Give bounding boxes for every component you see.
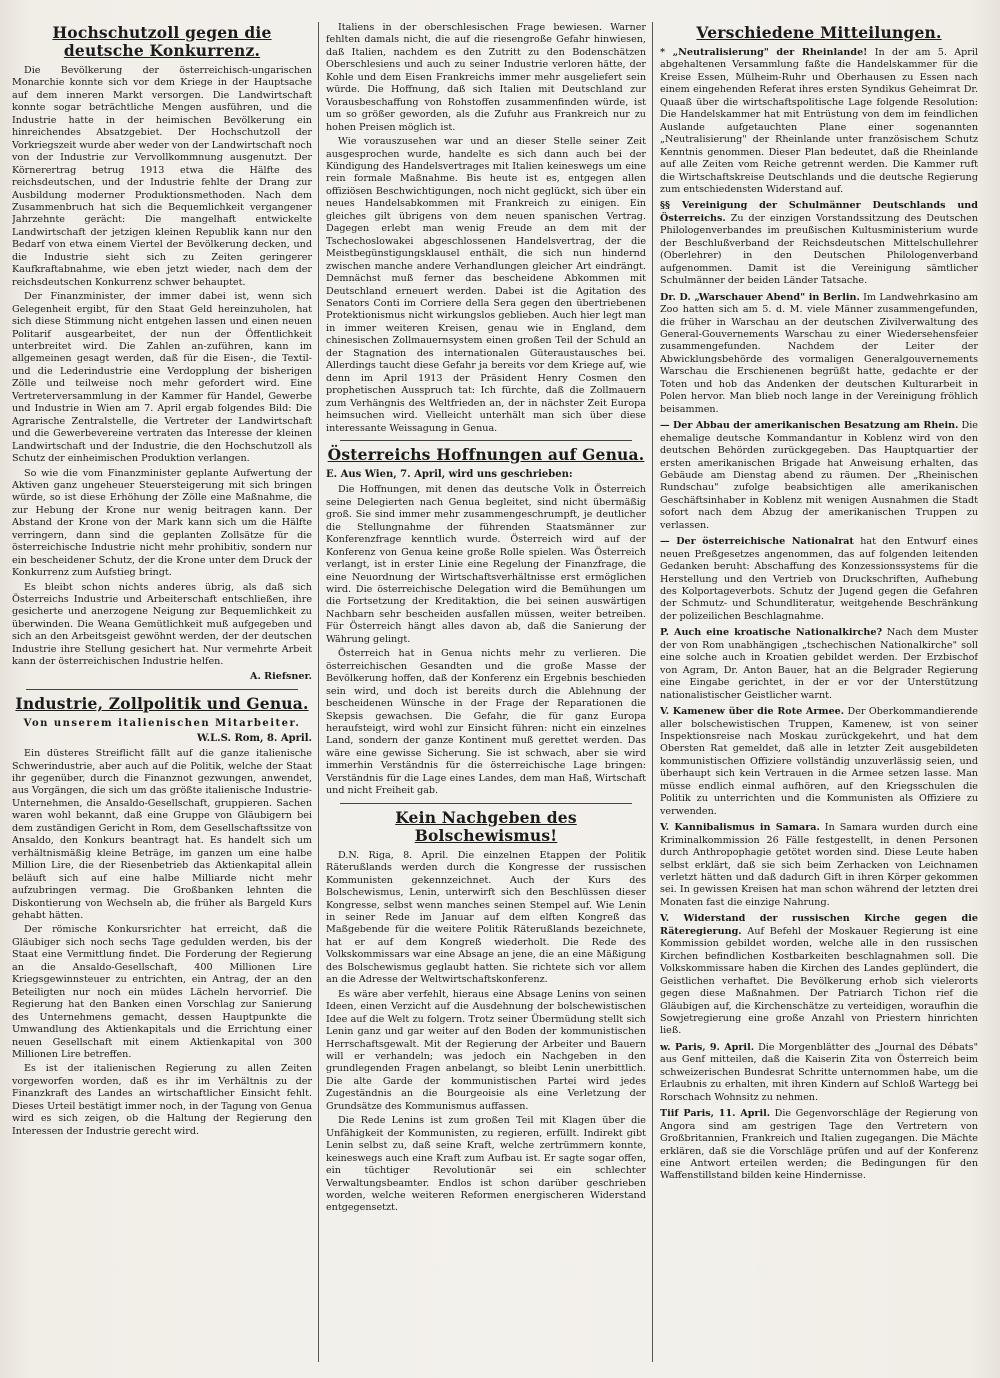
dateline: W.L.S. Rom, 8. April. <box>196 732 312 744</box>
news-item-head: * „Neutralisierung" der Rheinlande! <box>660 47 868 58</box>
article-title: Kein Nachgeben des Bolschewismus! <box>395 807 577 845</box>
news-items-list <box>660 47 978 1183</box>
news-item <box>660 822 978 909</box>
news-item-text: Auf Befehl der Moskauer Regierung ist eine Kommission gebildet worden, welche alle in den russischen Kirchen befindlichen Kostbarkeiten beschlagnahmen soll. Die Volkskommissare haben die Kirchen des Landes geplündert, die Geistlichen verhaftet. Die Bevölkerung erhob sich vielerorts gegen diese Maßnahmen. Der Patriarch Tichon rief die Gläubigen auf, die Kirchenschätze zu verteidigen, woraufhin die Sowjetregierung eine große Anzahl von Priestern hinrichten ließ. <box>660 925 978 1037</box>
news-item <box>660 706 978 818</box>
article-subtitle: Von unserem italienischen Mitarbeiter. <box>23 718 301 730</box>
article-title: Industrie, Zollpolitik und Genua. <box>15 694 309 714</box>
news-item <box>660 913 978 1038</box>
news-item <box>660 536 978 623</box>
news-item-head: — Der Abbau der amerikanischen Besatzung am Rhein. <box>660 420 959 432</box>
article-title: Hochschutzoll gegen die deutsche Konkurrenz. <box>52 23 272 60</box>
article-title: Österreichs Hoffnungen auf Genua. <box>327 444 645 464</box>
news-item-head: V. Widerstand der russischen Kirche gegen die Räteregierung. <box>660 913 978 937</box>
news-item-head: §§ Vereinigung der Schulmänner Deutschlands und Österreichs. <box>660 200 978 224</box>
column-rule <box>652 22 653 1362</box>
paragraph: Wie vorauszusehen war und an dieser Stelle seiner Zeit ausgesprochen wurde, handelte es sich dann auch bei der Kündigung des Handelsvertrages mit Italien keineswegs um eine rein formale Maßnahme. Bis heute ist es, entgegen allen offiziösen Beschwichtigungen, noch nicht geglückt, sich über ein neues Handelsabkommen mit Frankreich zu einigen. Ein gleiches gilt übrigens von dem neuen spanischen Vertrag. Dagegen erlebt man wenig Freude an dem mit der Tschechoslowakei abgeschlossenen Handelsvertrag, der die Meistbegünstigungsklausel enthält, die sich nun hindernd zwischen manche andere Verhandlungen gleicher Art eindrängt. Demnächst muß ferner das bescheidene Abkommen mit Deutschland erneuert werden. Dabei ist die Agitation des Senators Conti im Corriere della Sera gegen den übertriebenen Protektionismus nicht wirkungslos geblieben. Auch hier legt man in immer weiteren Kreisen, genau wie in England, dem chinesischen Zollmauernsystem einen großen Teil der Schuld an der Stagnation des internationalen Güteraustausches bei. Allerdings taucht diese Gefahr ja bereits vor dem Kriege auf, wie denn im April 1913 der Präsident Henry Cosmen den prophetischen Ausspruch tat: Ich fürchte, daß die Zollmauern zum Verhängnis des Weltfrieden an, der in nächster Zeit Europa heimsuchen wird. Vielleicht unterhält man sich über diese interessante Weissagung in Genua. <box>326 136 646 434</box>
news-item-head: Dr. D. „Warschauer Abend" in Berlin. <box>660 291 860 303</box>
news-item <box>660 1108 978 1183</box>
paragraph: Die Rede Lenins ist zum großen Teil mit Klagen über die Unfähigkeit der Kommunisten, zu regieren, erfüllt. Indirekt gibt Lenin selbst zu, daß seine Kraft, welche zertrümmern konnte, keineswegs auch eine Kraft zum Aufbau ist. Er sagte sogar offen, ein tüchtiger Revolutionär sei ein schlechter Verwaltungsbeamter. Endlos ist schon darüber geschrieben worden, welche weiteren Reformen energischeren Widerstand entgegensetzt. <box>326 1115 646 1214</box>
news-item <box>660 200 978 287</box>
news-item-text: In Samara wurden durch eine Kriminalkommission 26 Fälle festgestellt, in denen Personen durch Anthropophagie getötet worden sind. Diese Leute haben selbst erklärt, daß sie sich beim Zerhacken von Leichnamen verletzt hätten und daß dadurch Gift in ihren Körper gekommen sei. In gewissen Kreisen hat man schon während der letzten drei Monaten fast die einzige Nahrung. <box>660 822 978 908</box>
dateline: E. Aus Wien, 7. April, wird uns geschrieben: <box>326 468 573 480</box>
paragraph: Ein düsteres Streiflicht fällt auf die ganze italienische Schwerindustrie, aber auch auf die Politik, welche der Staat ihr gegenüber, durch die Finanznot gezwungen, anwendet, aus Vorgängen, die sich um das größte italienische Industrie-Unternehmen, die Ansaldo-Gesellschaft, gruppieren. Sachen waren wohl bekannt, daß eine Gruppe von Gläubigern bei dem zuständigen Gericht in Rom, dem Gesellschaftssitze von Ansaldo, den Konkurs beantragt hat. Es handelt sich um verhältnismäßig kleine Beträge, im ganzen um eine halbe Million Lire, die der Riesenbetrieb das Aktienkapital allein beläuft sich auf eine halbe Milliarde nicht mehr aufzubringen vermag. Die Großbanken lehnten die Diskontierung von Wechseln ab, die früher als Bargeld Kurs gehabt hätten. <box>12 748 312 921</box>
news-item <box>660 47 978 196</box>
news-item-head: P. Auch eine kroatische Nationalkirche? <box>660 627 883 639</box>
section-divider <box>340 803 632 804</box>
news-item-text: Im Landwehrkasino am Zoo hatten sich am 5. d. M. viele Männer zusammengefunden, die früher in Warschau an der deutschen Zivilverwaltung des General-Gouvernements Warschau zu einer Wiedersehensfeier zusammengefunden. Nachdem der Leiter der Abwicklungsbehörde des vormaligen Generalgouvernements Warschau die Erschienenen begrüßt hatte, gedachte er der Toten und hob das Andenken der deutschen Kulturarbeit in Polen hervor. Man blieb noch lange in der Vereinigung fröhlich beisammen. <box>660 291 978 415</box>
news-item <box>660 627 978 702</box>
section-header: Verschiedene Mitteilungen. <box>696 23 942 42</box>
news-item <box>660 420 978 532</box>
news-item-head: V. Kamenew über die Rote Armee. <box>660 706 845 718</box>
news-item-head: — Der österreichische Nationalrat <box>660 536 854 548</box>
column-middle <box>326 22 646 1362</box>
news-item-head: Tiif Paris, 11. April. <box>660 1108 771 1120</box>
paragraph: Italiens in der oberschlesischen Frage bewiesen. Warner fehlten damals nicht, die auf die riesengroße Gefahr hinwiesen, daß Italien, nachdem es den Zutritt zu den Bodenschätzen Oberschlesiens und auch zu seiner Industrie verloren hätte, der Kohle und dem Eisen Frankreichs immer mehr ausgeliefert sein würde. Die Hoffnung, daß sich Italien mit Deutschland zur Vorausbeschaffung von Rohstoffen zusammenfinden würde, ist um so größer geworden, als die Zufuhr aus Frankreich nur zu hohen Preisen möglich ist. <box>326 22 646 133</box>
column-left <box>12 22 312 1362</box>
news-item-text: hat den Entwurf eines neuen Preßgesetzes angenommen, das auf folgenden leitenden Gedanken beruht: Abschaffung des Konzessionssystems für die Herstellung und den Vertrieb von Druckschriften, Aufhebung des Kolportageverbots. Schutz der Jugend gegen die Gefahren der Schmutz- und Schundliteratur, weitgehende Beschränkung der polizeilichen Beschlagnahme. <box>660 536 978 622</box>
news-item-head: w. Paris, 9. April. <box>660 1041 755 1053</box>
paragraph: Die Hoffnungen, mit denen das deutsche Volk in Österreich seine Delegierten nach Genua begleitet, sind nicht übermäßig groß. Sie sind immer mehr zusammengeschrumpft, je deutlicher die Stellungnahme der führenden Staatsmänner zur Konferenzfrage kenntlich wurde. Österreich wird auf der Konferenz von Genua keine große Rolle spielen. Was Österreich verlangt, ist in erster Linie eine Regelung der Finanzfrage, die eine Neuordnung der Wirtschaftsverhältnisse erst ermöglichen wird. Die österreichische Delegation wird die Bemühungen um die Fortsetzung der Kreditaktion, die bei seinen auswärtigen Nachbarn sehr bescheiden ausfallen müssen, weiter betreiben. Für Österreich hängt alles davon ab, daß die Sanierung der Währung gelingt. <box>326 484 646 645</box>
paragraph: Österreich hat in Genua nichts mehr zu verlieren. Die österreichischen Gesandten und die große Masse der Bevölkerung hoffen, daß der Konferenz ein Ergebnis beschieden sein wird, und doch ist bereits durch die Ablehnung der bescheidenen Wünsche in der Frage der Reparationen die Skepsis gewachsen. Die Gefahr, die für ganz Europa heraufsteigt, wird wohl zur Einsicht führen: nicht ein einzelnes Land, sondern der ganze Kontinent muß gerettet werden. Das wäre eine gewisse Sicherung. Sie ist schwach, aber sie wird immerhin Verständnis für die österreichische Lage bringen: Verständnis für die Lage eines Landes, dem man Haß, Wirtschaft und nicht Freiheit gab. <box>326 648 646 797</box>
section-divider <box>340 440 632 441</box>
news-item-text: Die Gegenvorschläge der Regierung von Angora sind am gestrigen Tage den Vertretern von Großbritannien, Frankreich und Italien zugegangen. Die Mächte erklären, daß sie die Vorschläge prüfen und auf der Konferenz eine Antwort erteilen werden; die Bedingungen für den Waffenstillstand bilden keine Hindernisse. <box>660 1108 978 1182</box>
paragraph: Es ist der italienischen Regierung zu allen Zeiten vorgeworfen worden, daß es ihr im Verhältnis zu der Finanzkraft des Landes an wirtschaftlicher Einsicht fehlt. Dieses Urteil bestätigt immer noch, in der Tagung von Genua wird es sich zeigen, ob die Haltung der Regierung den Interessen der Industrie gerecht wird. <box>12 1063 312 1137</box>
news-item <box>660 1042 978 1104</box>
paragraph: So wie die vom Finanzminister geplante Aufwertung der Aktiven ganz ungeheuer Steuersteigerung mit sich bringen würde, so ist diese Erhöhung der Zölle eine Maßnahme, die zur Hebung der Krone nur wenig beitragen kann. Der Abstand der Krone von der Mark kann sich um die Hälfte verringern, dann sind die geplanten Zollsätze für die österreichische Industrie nicht mehr prohibitiv, sondern nur ein bescheidener Schutz, der die Krone unter dem Druck der Konkurrenz zum Aufstieg bringt. <box>12 467 312 579</box>
column-right <box>660 22 978 1362</box>
paragraph: Der römische Konkursrichter hat erreicht, daß die Gläubiger sich noch sechs Tage gedulden werden, bis der Staat eine Vermittlung findet. Die Forderung der Regierung an die Ansaldo-Gesellschaft, 400 Millionen Lire Kriegsgewinnsteuer zu entrichten, ein Antrag, der an den Beteiligten nur noch ein müdes Lächeln hervorrief. Die Regierung hat den Banken einen Vorschlag zur Sanierung des Unternehmens gemacht, dessen Hauptpunkte die Umwandlung des Aktienkapitals und die Errichtung einer neuen Gesellschaft mit einem Aktienkapital von 300 Millionen Lire betreffen. <box>12 924 312 1060</box>
news-item-head: V. Kannibalismus in Samara. <box>660 822 820 834</box>
paragraph: Die Bevölkerung der österreichisch-ungarischen Monarchie konnte sich vor dem Kriege in der Hauptsache auf dem inneren Markt versorgen. Die Landwirtschaft konnte sogar beträchtliche Mengen ausführen, und die Industrie hatte in der heimischen Bevölkerung ein hinreichendes Absatzgebiet. Der Hochschutzoll der Vorkriegszeit wurde aber weder von der Landwirtschaft noch von der Industrie zur Vervollkommnung ausgenutzt. Der Körnerertrag betrug 1913 etwa die Hälfte des reichsdeutschen, und der Industrie fehlte der Drang zur Ausbildung moderner Produktionsmethoden. Nach dem Zusammenbruch hat sich die Bequemlichkeit vergangener Jahrzehnte gerächt: Die mangelhaft entwickelte Landwirtschaft der jetzigen kleinen Republik kann nur den Bedarf von etwa einem Viertel der Bevölkerung decken, und die Industrie sieht sich zu Zeiten geringerer Kaufkraftabnahme, wie eben jetzt wieder, nach dem der reichsdeutschen Konkurrenz schwer behauptet. <box>12 65 312 288</box>
news-item <box>660 292 978 417</box>
news-item-text: Die Morgenblätter des „Journal des Débats" aus Genf mitteilen, daß die Kaiserin Zita von Österreich beim schweizerischen Bundesrat Schritte unternommen habe, um die Erlaubnis zu erhalten, mit ihren Kindern auf Schloß Wartegg bei Rorschach Wohnsitz zu nehmen. <box>660 1041 978 1103</box>
section-divider <box>26 689 298 690</box>
paragraph: Der Finanzminister, der immer dabei ist, wenn sich Gelegenheit ergibt, für den Staat Geld hereinzuholen, hat sich diese Stimmung nicht entgehen lassen und einen neuen Politarif ausgearbeitet, der nun der Öffentlichkeit unterbreitet wird. Die Zahlen an-zuführen, kann im allgemeinen gesagt werden, daß für die Eisen-, die Textil- und die Lederindustrie eine Verdopplung der bisherigen Zölle und teilweise noch mehr gefordert wird. Eine Vertreterversammlung in der Kammer für Handel, Gewerbe und Industrie in Wien am 7. April ergab folgendes Bild: Die Agrarische Zentralstelle, die Vertreter der Landwirtschaft und die Gewerbevereine vertraten das Interesse der kleinen Landwirtschaft und der Industrie, die den Hochschutzoll als Schutz der einheimischen Produktion verlangen. <box>12 291 312 465</box>
news-item-text: Zu der einzigen Vorstandssitzung des Deutschen Philologenverbandes im preußischen Kultusministerium wurde der Beschlußverband der Reichsdeutschen Mittelschullehrer (Oberlehrer) in den Deutschen Philologenverband aufgenommen. Damit ist die Vereinigung sämtlicher Schulmänner der beiden Länder Tatsache. <box>660 212 978 287</box>
paragraph: Es bleibt schon nichts anderes übrig, als daß sich Österreichs Industrie und Arbeiterschaft entschließen, ihre gesicherte und anerzogene Neigung zur Bequemlichkeit zu überwinden. Die Weana Gemütlichkeit muß aufgegeben und sich an den Arbeitsgeist gewöhnt werden, der der deutschen Industrie ihre Stellung gesichert hat. Nur vermehrte Arbeit kann der österreichischen Industrie helfen. <box>12 581 312 668</box>
news-item-text: In der am 5. April abgehaltenen Versammlung faßte die Handelskammer für die Kreise Essen, Mülheim-Ruhr und Oberhausen zu Essen nach einem eingehenden Referat ihres ersten Syndikus Geheimrat Dr. Quaaß über die wirtschaftspolitische Lage folgende Resolution: Die Handelskammer hat mit Entrüstung von dem im feindlichen Auslande aufgetauchten Plane einer sogenannten „Neutralisierung" der Rheinlande unter französischem Schutz Kenntnis genommen. Dieser Plan bedeutet, daß die Rheinlande auf alle Zeiten vom Reiche getrennt werden. Die Kammer ruft die Wirtschaftskreise Deutschlands und die deutsche Regierung zum entschiedensten Widerstand auf. <box>660 47 978 195</box>
news-item-text: Nach dem Muster der von Rom unabhängigen „tschechischen Nationalkirche" soll eine solche auch in Kroatien gebildet werden. Der Erzbischof von Agram, Dr. Anton Bauer, hat an die Belgrader Regierung eine Eingabe gerichtet, in der er vor der Unterstützung nationalistischer Geistlicher warnt. <box>660 627 978 701</box>
news-item-text: Der Oberkommandierende aller bolschewistischen Truppen, Kamenew, ist von seiner Inspektionsreise nach Moskau zurückgekehrt, und hat dem Obersten Rat gemeldet, daß alle in letzter Zeit ausgebildeten kommunistischen Offiziere vollständig unzuverlässig seien, und überhaupt sich kein Vertrauen in die Armee setzen lasse. Man müsse endlich einmal aufhören, auf den Kriegsschulen die Politik zu unterrichten und die Kommunisten als Offiziere zu verwenden. <box>660 706 978 817</box>
column-rule <box>318 22 319 1362</box>
author-signature: A. Riefsner. <box>250 670 312 682</box>
news-item-text: Die ehemalige deutsche Kommandantur in Koblenz wird von den deutschen Behörden zurückgegeben. Das Hauptquartier der ersten amerikanischen Brigade hat Anweisung erhalten, das Gebäude am Dienstag abend zu räumen. Der „Rheinischen Rundschau" zufolge beabsichtigen alle amerikanischen Geschäftsinhaber in Koblenz mit wenigen Ausnahmen die Stadt sofort nach dem Abzug der amerikanischen Truppen zu verlassen. <box>660 420 978 531</box>
paragraph: Es wäre aber verfehlt, hieraus eine Absage Lenins von seinen Ideen, einen Verzicht auf die Ausdehnung der bolschewistischen Idee auf die Welt zu folgern. Trotz seiner Übermüdung stellt sich Lenin ganz und gar weiter auf den Boden der kommunistischen Herrschaftsgewalt. Mit der Regierung der Arbeiter und Bauern will er verhandeln; was jedoch ein Nachgeben in den grundlegenden Fragen anbelangt, so bleibt Lenin unerbittlich. Die alte Garde der kommunistischen Partei wird jedes Zugeständnis an die Bourgeoisie als eine Verletzung der Grundsätze des Kommunismus auffassen. <box>326 988 646 1112</box>
paragraph: D.N. Riga, 8. April. Die einzelnen Etappen der Politik Räterußlands werden durch die Kongresse der russischen Kommunisten gekennzeichnet. Auch der Kurs des Bolschewismus, Lenin, unterwirft sich den Beschlüssen dieser Kongresse, selbst wenn manches seinen Stempel auf. Wie Lenin in seiner Rede im Januar auf dem elften Kongreß das Maßgebende für die weitere Politik Räterußlands bezeichnete, hat er auf dem Kongreß wiederholt. Die Rede des Volkskommissars war eine Absage an jene, die an eine Mäßigung des Bolschewismus geglaubt hatten. Sie richtete sich vor allem an die Adresse der Weltwirtschaftskonferenz. <box>326 849 646 986</box>
